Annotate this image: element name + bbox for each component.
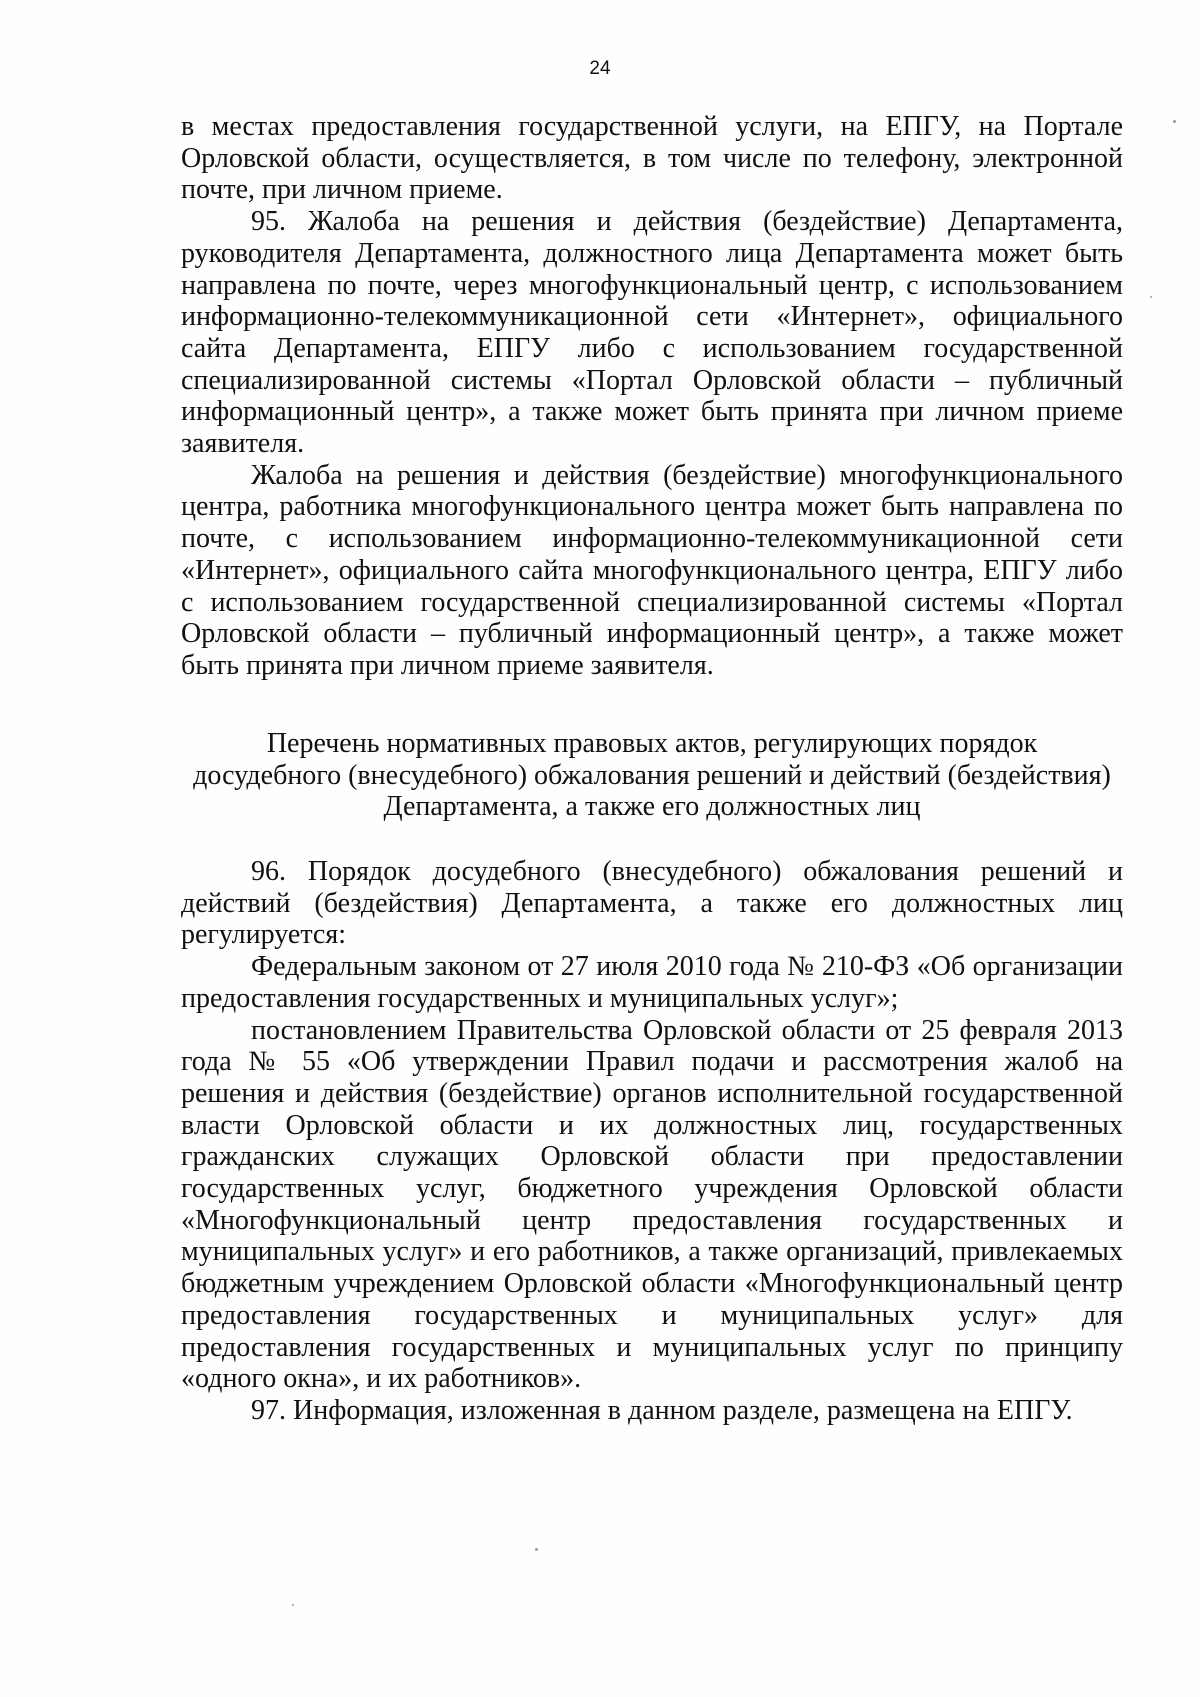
scan-speck — [535, 1548, 538, 1551]
scan-speck — [1150, 296, 1152, 298]
paragraph-continuation: в местах предоставления государственной услуги, на ЕПГУ, на Портале Орловской области, осуществляется, в том числе по телефону, электронной почте, при личном приеме. — [181, 111, 1123, 206]
scan-speck — [1173, 120, 1176, 123]
page-number: 24 — [589, 58, 611, 79]
section-heading — [181, 728, 1123, 823]
paragraph-97: 97. Информация, изложенная в данном разделе, размещена на ЕПГУ. — [251, 1394, 1073, 1426]
paragraph-96-government-decree: постановлением Правительства Орловской области от 25 февраля 2013 года № 55 «Об утверждении Правил подачи и рассмотрения жалоб на решения и действия (бездействие) органов исполнительной государственной власти Орловской области и их должностных лиц, государственных гражданских служащих Орловской области при предоставлении государственных услуг, бюджетного учреждения Орловской области «Многофункциональный центр предоставления государственных и муниципальных услуг» и его работников, а также организаций, привлекаемых бюджетным учреждением Орловской области «Многофункциональный центр предоставления государственных и муниципальных услуг» для предоставления государственных и муниципальных услуг по принципу «одного окна», и их работников». — [181, 1014, 1123, 1395]
body-text-top — [181, 111, 1123, 682]
section-heading-line: Перечень нормативных правовых актов, регулирующих порядок — [266, 728, 1038, 759]
body-text-bottom — [181, 856, 1123, 1427]
section-heading-line: Департамента, а также его должностных лиц — [383, 791, 921, 823]
paragraph-95: 95. Жалоба на решения и действия (бездействие) Департамента, руководителя Департамента, должностного лица Департамента может быть направлена по почте, через многофункциональный центр, с использованием информационно-телекоммуникационной сети «Интернет», официального сайта Департамента, ЕПГУ либо с использованием государственной специализированной системы «Портал Орловской области – публичный информационный центр», а также может быть принята при личном приеме заявителя. — [181, 206, 1123, 460]
scan-speck — [292, 1604, 294, 1606]
paragraph-96: 96. Порядок досудебного (внесудебного) обжалования решений и действий (бездействия) Департамента, а также его должностных лиц регулируется: — [181, 856, 1123, 951]
paragraph-96-federal-law: Федеральным законом от 27 июля 2010 года № 210-ФЗ «Об организации предоставления государственных и муниципальных услуг»; — [181, 951, 1123, 1014]
section-heading-line: досудебного (внесудебного) обжалования решений и действий (бездействия) — [193, 759, 1111, 791]
paragraph-95-mfc-complaint: Жалоба на решения и действия (бездействие) многофункционального центра, работника многофункционального центра может быть направлена по почте, с использованием информационно-телекоммуникационной сети «Интернет», официального сайта многофункционального центра, ЕПГУ либо с использованием государственной специализированной системы «Портал Орловской области – публичный информационный центр», а также может быть принята при личном приеме заявителя. — [181, 459, 1123, 681]
